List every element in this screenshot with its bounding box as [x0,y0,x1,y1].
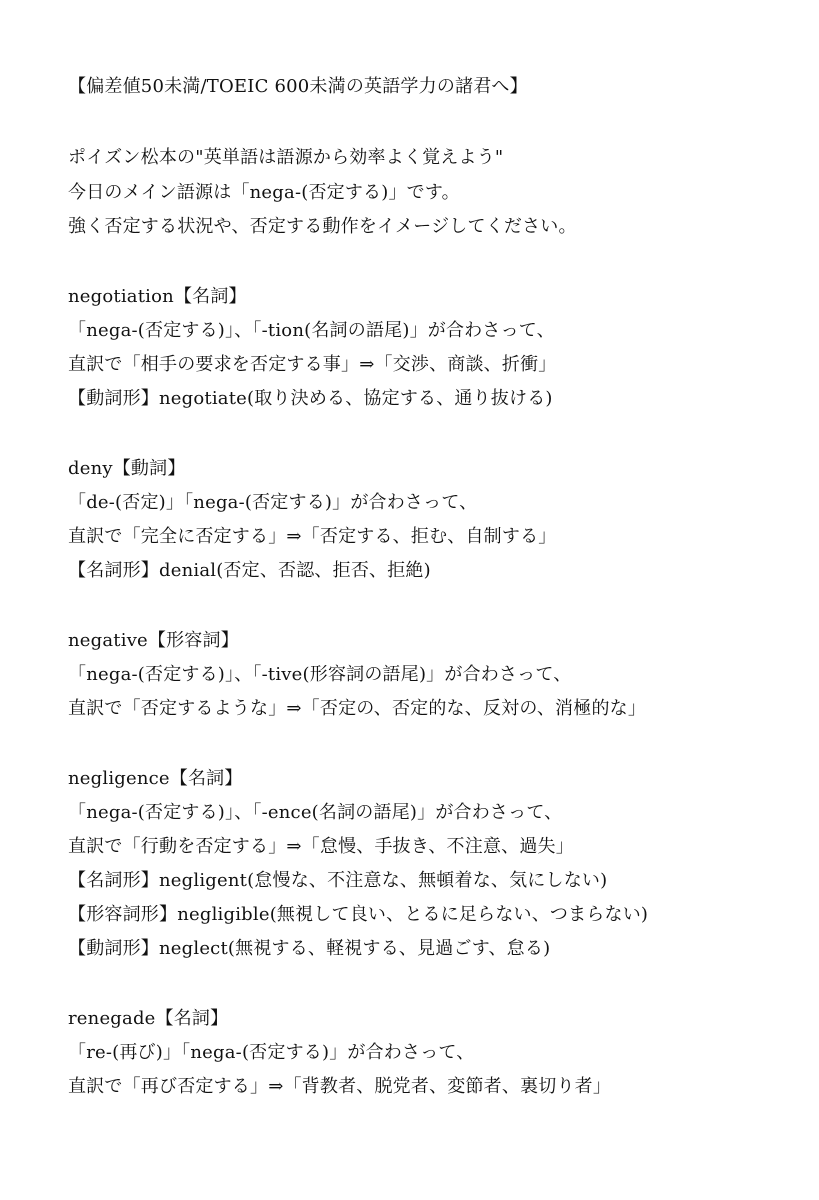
entry-negligence-line-1: 「nega-(否定する)」、「-ence(名詞の語尾)」が合わさって、 [68,802,563,823]
entry-negligence-line-2: 直訳で「行動を否定する」⇒「怠慢、手抜き、不注意、過失」 [68,836,574,857]
intro-line-1: ポイズン松本の"英単語は語源から効率よく覚えよう" [68,147,504,168]
entry-renegade-line-1: 「re-(再び)」「nega-(否定する)」が合わさって、 [68,1042,475,1063]
intro-line-2: 今日のメイン語源は「nega-(否定する)」です。 [68,182,460,203]
entry-renegade-line-2: 直訳で「再び否定する」⇒「背教者、脱党者、変節者、裏切り者」 [68,1076,612,1097]
entry-negative-line-2: 直訳で「否定するような」⇒「否定の、否定的な、反対の、消極的な」 [68,698,647,719]
entry-renegade-heading: renegade【名詞】 [68,1008,229,1029]
entry-negligence-line-5: 【動詞形】neglect(無視する、軽視する、見過ごす、怠る) [68,938,551,959]
intro-line-3: 強く否定する状況や、否定する動作をイメージしてください。 [68,216,577,237]
entry-deny-line-1: 「de-(否定)」「nega-(否定する)」が合わさって、 [68,492,478,513]
entry-negotiation-line-1: 「nega-(否定する)」、「-tion(名詞の語尾)」が合わさって、 [68,320,555,341]
entry-negligence-line-4: 【形容詞形】negligible(無視して良い、とるに足らない、つまらない) [68,904,649,925]
entry-deny-line-2: 直訳で「完全に否定する」⇒「否定する、拒む、自制する」 [68,526,557,547]
entry-negative-line-1: 「nega-(否定する)」、「-tive(形容詞の語尾)」が合わさって、 [68,664,572,685]
entry-negligence-heading: negligence【名詞】 [68,768,243,789]
entry-negotiation-heading: negotiation【名詞】 [68,286,247,307]
entry-negotiation-line-2: 直訳で「相手の要求を否定する事」⇒「交渉、商談、折衝」 [68,354,557,375]
document-title: 【偏差値50未満/TOEIC 600未満の英語学力の諸君へ】 [68,76,528,97]
entry-deny-heading: deny【動詞】 [68,458,186,479]
entry-negligence-line-3: 【名詞形】negligent(怠慢な、不注意な、無頓着な、気にしない) [68,870,608,891]
entry-negative-heading: negative【形容詞】 [68,630,239,651]
entry-deny-line-3: 【名詞形】denial(否定、否認、拒否、拒絶) [68,560,431,581]
entry-negotiation-line-3: 【動詞形】negotiate(取り決める、協定する、通り抜ける) [68,388,553,409]
